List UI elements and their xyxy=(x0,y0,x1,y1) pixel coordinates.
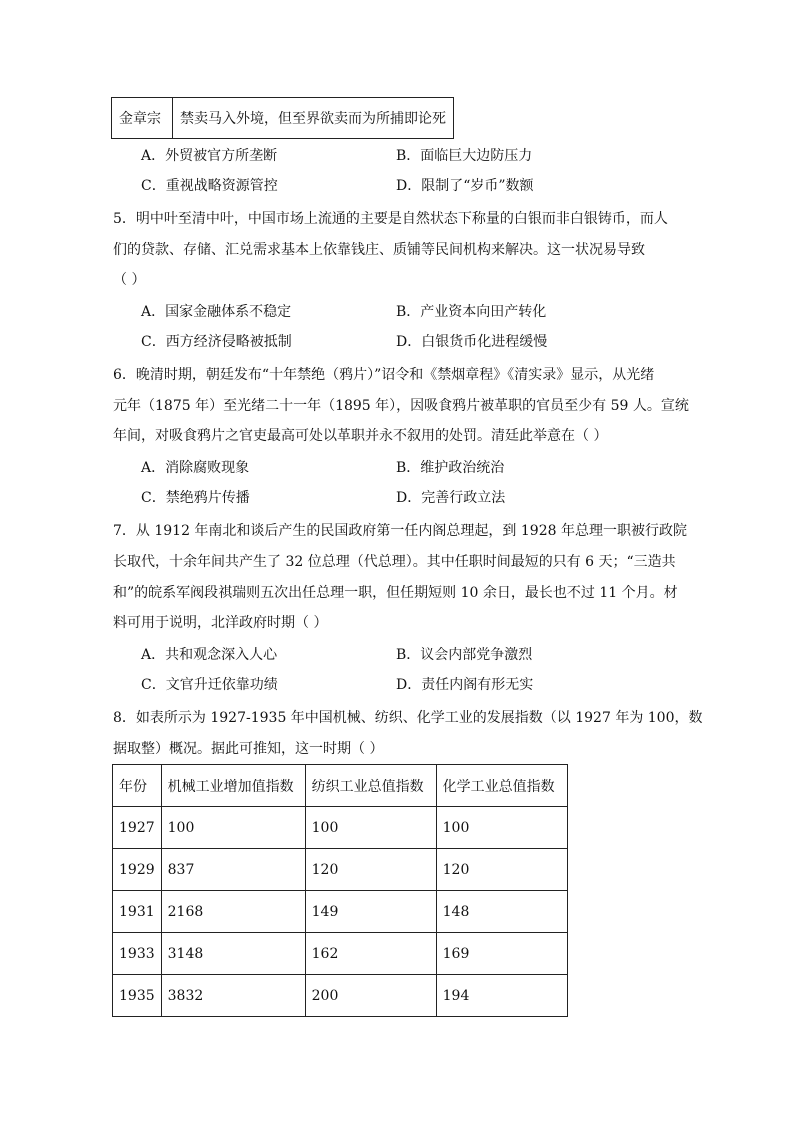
q5-option-a[interactable]: A．国家金融体系不稳定 xyxy=(141,304,292,320)
q7-option-b[interactable]: B．议会内部党争激烈 xyxy=(396,647,533,663)
table-row xyxy=(113,933,568,975)
year-cell: 1929 xyxy=(113,849,162,891)
machinery-cell: 3148 xyxy=(161,933,305,975)
textile-cell: 120 xyxy=(305,849,436,891)
q8-stem-line1: 8．如表所示为 1927-1935 年中国机械、纺织、化学工业的发展指数（以 1927 年为 100，数 xyxy=(113,710,703,726)
ruler-cell: 金章宗 xyxy=(112,98,173,139)
q5-answer-blank: （ ） xyxy=(113,272,146,288)
q6-stem-line1: 6．晚清时期，朝廷发布“十年禁绝（鸦片）”诏令和《禁烟章程》《清实录》显示，从光绪 xyxy=(113,367,655,383)
year-cell: 1935 xyxy=(113,975,162,1017)
machinery-cell: 3832 xyxy=(161,975,305,1017)
q5-option-d[interactable]: D．白银货币化进程缓慢 xyxy=(396,334,548,350)
q7-option-c[interactable]: C．文官升迁依靠功绩 xyxy=(141,677,278,693)
q7-stem-line1: 7．从 1912 年南北和谈后产生的民国政府第一任内阁总理起，到 1928 年总理一职被行政院 xyxy=(113,523,687,539)
table-row xyxy=(113,849,568,891)
chemical-cell: 100 xyxy=(436,807,567,849)
table-row xyxy=(112,98,454,139)
q5-option-b[interactable]: B．产业资本向田产转化 xyxy=(396,304,547,320)
q7-stem-line3: 和”的皖系军阀段祺瑞则五次出任总理一职，但任期短则 10 余日，最长也不过 11 个月。材 xyxy=(113,585,678,601)
machinery-cell: 2168 xyxy=(161,891,305,933)
textile-cell: 162 xyxy=(305,933,436,975)
q8-stem-line2: 据取整）概况。据此可推知，这一时期（ ） xyxy=(113,741,384,757)
q4-option-c[interactable]: C．重视战略资源管控 xyxy=(141,178,278,194)
q7-option-a[interactable]: A．共和观念深入人心 xyxy=(141,647,278,663)
q7-stem-line2: 长取代，十余年间共产生了 32 位总理（代总理）。其中任职时间最短的只有 6 天；“三造共 xyxy=(113,554,676,570)
q5-option-c[interactable]: C．西方经济侵略被抵制 xyxy=(141,334,292,350)
table-row xyxy=(113,807,568,849)
table-row xyxy=(113,891,568,933)
header-chemical: 化学工业总值指数 xyxy=(436,765,567,807)
textile-cell: 200 xyxy=(305,975,436,1017)
chemical-cell: 169 xyxy=(436,933,567,975)
q6-stem-line3: 年间，对吸食鸦片之官吏最高可处以革职并永不叙用的处罚。清廷此举意在（ ） xyxy=(113,428,608,444)
q6-stem-line2: 元年（1875 年）至光绪二十一年（1895 年），因吸食鸦片被革职的官员至少有 59 人。宣统 xyxy=(113,398,689,414)
q6-option-a[interactable]: A．消除腐败现象 xyxy=(141,460,250,476)
year-cell: 1931 xyxy=(113,891,162,933)
q4-option-b[interactable]: B．面临巨大边防压力 xyxy=(396,148,533,164)
chemical-cell: 120 xyxy=(436,849,567,891)
textile-cell: 149 xyxy=(305,891,436,933)
q6-option-d[interactable]: D．完善行政立法 xyxy=(396,490,506,506)
q5-stem-line1: 5．明中叶至清中叶，中国市场上流通的主要是自然状态下称量的白银而非白银铸币，而人 xyxy=(113,211,668,227)
textile-cell: 100 xyxy=(305,807,436,849)
q7-option-d[interactable]: D．责任内阁有形无实 xyxy=(396,677,534,693)
year-cell: 1927 xyxy=(113,807,162,849)
year-cell: 1933 xyxy=(113,933,162,975)
machinery-cell: 837 xyxy=(161,849,305,891)
q7-stem-line4: 料可用于说明，北洋政府时期（ ） xyxy=(113,615,328,631)
header-machinery: 机械工业增加值指数 xyxy=(161,765,305,807)
header-textile: 纺织工业总值指数 xyxy=(305,765,436,807)
q6-option-b[interactable]: B．维护政治统治 xyxy=(396,460,505,476)
table-header-row xyxy=(113,765,568,807)
q5-stem-line2: 们的贷款、存储、汇兑需求基本上依靠钱庄、质铺等民间机构来解决。这一状况易导致 xyxy=(113,242,645,258)
q4-option-d[interactable]: D．限制了“岁币”数额 xyxy=(396,178,534,194)
table-row xyxy=(113,975,568,1017)
policy-cell: 禁卖马入外境，但至界欲卖而为所捕即论死 xyxy=(173,98,454,139)
chemical-cell: 194 xyxy=(436,975,567,1017)
industry-index-table xyxy=(112,764,568,1017)
machinery-cell: 100 xyxy=(161,807,305,849)
chemical-cell: 148 xyxy=(436,891,567,933)
q6-option-c[interactable]: C．禁绝鸦片传播 xyxy=(141,490,250,506)
ruler-policy-table xyxy=(111,97,454,139)
header-year: 年份 xyxy=(113,765,162,807)
q4-option-a[interactable]: A．外贸被官方所垄断 xyxy=(141,148,278,164)
